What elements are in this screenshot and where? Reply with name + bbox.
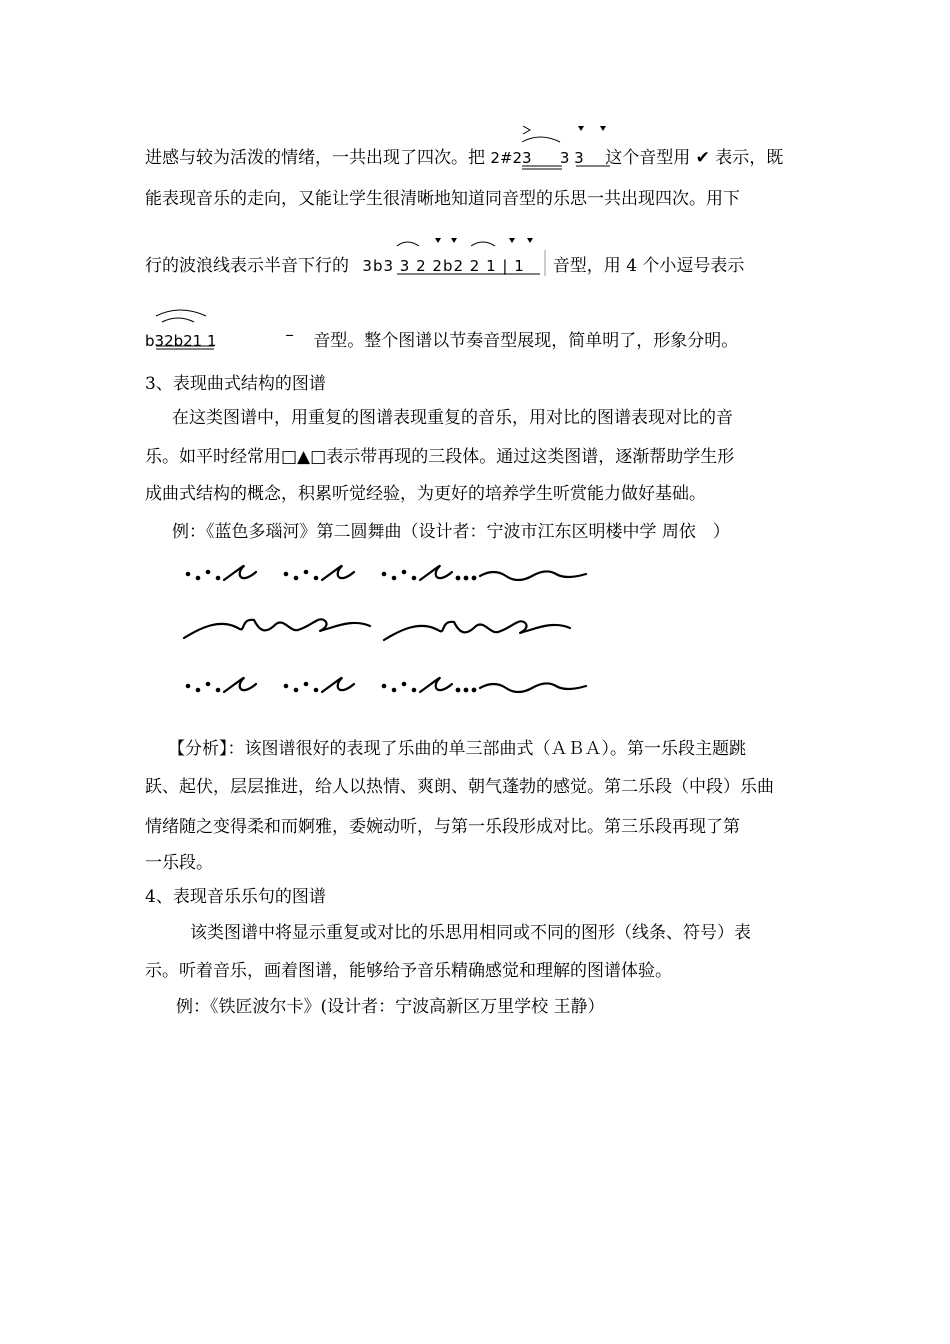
notation-text: 3b3 3 2 2b2 2 1 | 1 (362, 257, 525, 275)
notation-marks (395, 232, 585, 282)
text-line: 成曲式结构的概念，积累听觉经验，为更好的培养学生听赏能力做好基础。 (145, 484, 706, 504)
text-line: 能表现音乐的走向，又能让学生很清晰地知道同音型的乐思一共出现四次。用下 (145, 189, 740, 209)
motif-a (285, 566, 354, 580)
text-line: 示。听着音乐，画着图谱，能够给予音乐精确感觉和理解的图谱体验。 (145, 961, 672, 981)
motif-a (187, 566, 256, 580)
motif-a (383, 566, 586, 580)
analysis-line: 跃、起伏，层层推进，给人以热情、爽朗、朝气蓬勃的感觉。第二乐段（中段）乐曲 (145, 777, 774, 797)
section-heading: 3、表现曲式结构的图谱 (145, 374, 326, 394)
text-span: 音型。整个图谱以节奏音型展现，简单明了，形象分明。 (313, 331, 739, 351)
analysis-line: 一乐段。 (145, 853, 213, 873)
analysis-line: 情绪随之变得柔和而婀雅，委婉动听，与第一乐段形成对比。第三乐段再现了第 (145, 817, 740, 837)
notation-marks (518, 122, 618, 172)
notation-text: 2#23 (490, 149, 532, 167)
text-span: 音型，用 4 个小逗号表示 (552, 256, 745, 276)
graphic-score (180, 558, 600, 698)
text-line: 该类图谱中将显示重复或对比的乐思用相同或不同的图形（线条、符号）表 (190, 923, 751, 943)
checkmark-icon: ✔ (695, 148, 710, 168)
notation-marks (148, 304, 238, 354)
example-caption: 例：《铁匠波尔卡》(设计者：宁波高新区万里学校 王静） (176, 997, 605, 1017)
notation-text: 3 3 (559, 149, 584, 167)
notation-text: b32b21 1 (145, 332, 217, 350)
text-span: 这个音型用 (605, 148, 691, 168)
dash: – (285, 325, 294, 345)
motif-a (187, 678, 256, 692)
text-span: 行的波浪线表示半音下行的 (145, 256, 349, 276)
text-line: 在这类图谱中，用重复的图谱表现重复的音乐，用对比的图谱表现对比的音 (172, 408, 733, 428)
section-heading: 4、表现音乐乐句的图谱 (145, 887, 326, 907)
motif-a (285, 678, 354, 692)
analysis-line: 【分析】：该图谱很好的表现了乐曲的单三部曲式（ＡＢＡ）。第一乐段主题跳 (168, 739, 746, 759)
text-line (145, 147, 783, 169)
text-span: 进感与较为活泼的情绪，一共出现了四次。把 (145, 148, 485, 168)
text-line: 乐。如平时经常用□▲□表示带再现的三段体。通过这类图谱，逐渐帮助学生形 (145, 447, 735, 467)
example-caption: 例：《蓝色多瑙河》第二圆舞曲（设计者：宁波市江东区明楼中学 周依 ） (172, 522, 730, 542)
motif-a (383, 678, 586, 692)
text-span: 表示，既 (715, 148, 784, 168)
